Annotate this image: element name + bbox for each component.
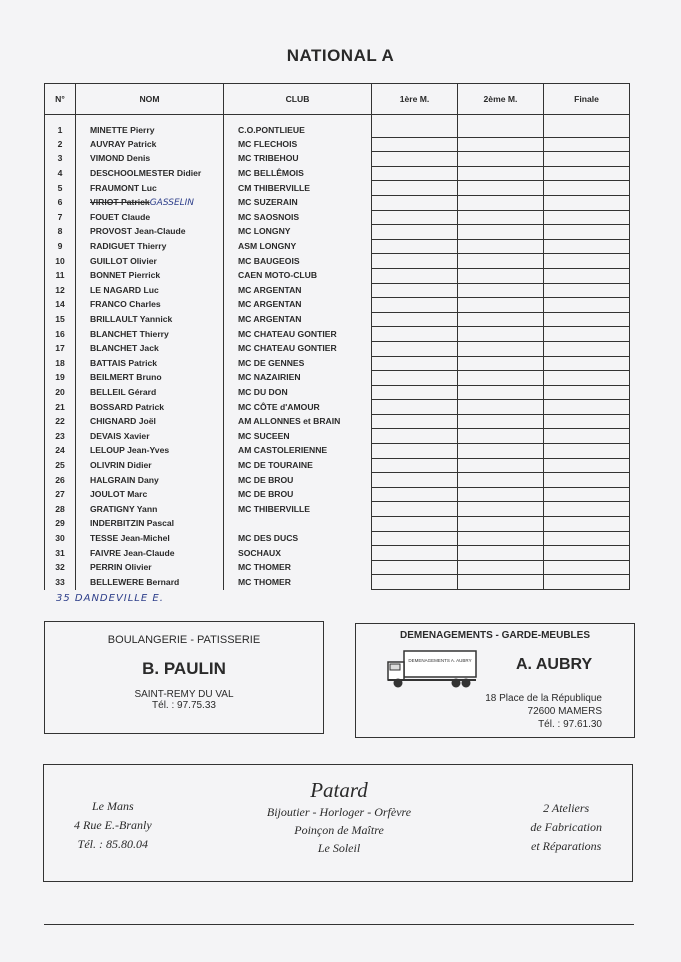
- cell-manche1: [372, 371, 458, 386]
- table-row: [45, 517, 630, 532]
- table-row: [45, 546, 630, 561]
- cell-finale: [544, 473, 630, 488]
- rider-name: DESCHOOLMESTER Didier: [90, 168, 202, 179]
- rider-name: GUILLOT Olivier: [90, 255, 157, 266]
- cell-finale: [544, 531, 630, 546]
- cell-club: MC CHATEAU GONTIER: [224, 341, 372, 356]
- cell-manche1: [372, 400, 458, 415]
- cell-nom: [76, 444, 224, 459]
- cell-finale: [544, 181, 630, 196]
- cell-manche2: [458, 487, 544, 502]
- ad-patard: [43, 764, 633, 882]
- cell-nom: [76, 531, 224, 546]
- cell-finale: [544, 312, 630, 327]
- cell-manche1: [372, 239, 458, 254]
- cell-manche2: [458, 152, 544, 167]
- cell-club: MC THOMER: [224, 575, 372, 590]
- cell-finale: [544, 341, 630, 356]
- cell-finale: [544, 152, 630, 167]
- cell-manche1: [372, 327, 458, 342]
- table-row: [45, 531, 630, 546]
- cell-no: 29: [45, 517, 76, 532]
- cell-nom: [76, 283, 224, 298]
- cell-club: ASM LONGNY: [224, 239, 372, 254]
- cell-nom: [76, 341, 224, 356]
- rider-name: BONNET Pierrick: [90, 270, 161, 281]
- cell-no: 21: [45, 400, 76, 415]
- cell-club: MC ARGENTAN: [224, 283, 372, 298]
- rider-name: CHIGNARD Joël: [90, 416, 156, 427]
- table-row: [45, 152, 630, 167]
- handwritten-entry: 35 DANDEVILLE E.: [56, 593, 164, 604]
- cell-no: 33: [45, 575, 76, 590]
- col-header-finale: Finale: [544, 84, 630, 115]
- cell-manche2: [458, 575, 544, 590]
- cell-manche2: [458, 327, 544, 342]
- table-row: [45, 254, 630, 269]
- cell-manche2: [458, 195, 544, 210]
- cell-finale: [544, 487, 630, 502]
- cell-no: 7: [45, 210, 76, 225]
- cell-manche1: [372, 298, 458, 313]
- cell-finale: [544, 371, 630, 386]
- cell-manche2: [458, 502, 544, 517]
- cell-finale: [544, 546, 630, 561]
- ad-aubry-address: [485, 692, 602, 731]
- rider-name: LE NAGARD Luc: [90, 284, 159, 295]
- cell-nom: [76, 429, 224, 444]
- cell-manche1: [372, 385, 458, 400]
- cell-club: MC DU DON: [224, 385, 372, 400]
- cell-finale: [544, 268, 630, 283]
- cell-no: 23: [45, 429, 76, 444]
- cell-finale: [544, 239, 630, 254]
- cell-finale: [544, 575, 630, 590]
- cell-club: MC DE BROU: [224, 487, 372, 502]
- cell-club: AM ALLONNES et BRAIN: [224, 414, 372, 429]
- cell-club: MC BAUGEOIS: [224, 254, 372, 269]
- cell-no: 17: [45, 341, 76, 356]
- cell-finale: [544, 166, 630, 181]
- cell-nom: [76, 312, 224, 327]
- rider-name: GRATIGNY Yann: [90, 503, 158, 514]
- handwritten-correction: GASSELIN: [149, 197, 195, 208]
- cell-manche1: [372, 473, 458, 488]
- cell-club: MC DE TOURAINE: [224, 458, 372, 473]
- cell-club: MC SUZERAIN: [224, 195, 372, 210]
- rider-name: INDERBITZIN Pascal: [90, 518, 175, 529]
- table-row: [45, 195, 630, 210]
- cell-nom: [76, 546, 224, 561]
- cell-no: 19: [45, 371, 76, 386]
- ad-aubry-addr2: 72600 MAMERS: [527, 706, 602, 717]
- cell-no: 10: [45, 254, 76, 269]
- cell-no: 27: [45, 487, 76, 502]
- cell-manche1: [372, 341, 458, 356]
- col-header-no: N°: [45, 84, 76, 115]
- rider-name: JOULOT Marc: [90, 489, 148, 500]
- cell-manche1: [372, 312, 458, 327]
- cell-manche1: [372, 254, 458, 269]
- cell-club: SOCHAUX: [224, 546, 372, 561]
- cell-club: MC THIBERVILLE: [224, 502, 372, 517]
- table-row: [45, 225, 630, 240]
- table-row: [45, 371, 630, 386]
- cell-manche2: [458, 444, 544, 459]
- cell-manche1: [372, 181, 458, 196]
- cell-no: 20: [45, 385, 76, 400]
- cell-club: MC CHATEAU GONTIER: [224, 327, 372, 342]
- table-row: [45, 502, 630, 517]
- cell-manche2: [458, 458, 544, 473]
- rider-name: LELOUP Jean-Yves: [90, 445, 170, 456]
- ad-patard-street: 4 Rue E.-Branly: [74, 818, 152, 832]
- cell-manche2: [458, 181, 544, 196]
- cell-club: MC ARGENTAN: [224, 298, 372, 313]
- ad-aubry-name: A. AUBRY: [516, 656, 593, 673]
- cell-nom: [76, 385, 224, 400]
- cell-finale: [544, 195, 630, 210]
- ad-paulin-city: SAINT-REMY DU VAL: [134, 689, 234, 700]
- rider-name: RADIGUET Thierry: [90, 241, 167, 252]
- cell-finale: [544, 254, 630, 269]
- results-table: [44, 83, 630, 590]
- cell-manche2: [458, 531, 544, 546]
- ad-aubry-addr1: 18 Place de la République: [485, 693, 602, 704]
- rider-name: BRILLAULT Yannick: [90, 314, 173, 325]
- cell-nom: [76, 166, 224, 181]
- table-row: [45, 444, 630, 459]
- table-row: [45, 473, 630, 488]
- table-row: [45, 312, 630, 327]
- cell-manche1: [372, 210, 458, 225]
- cell-manche1: [372, 458, 458, 473]
- cell-manche1: [372, 137, 458, 152]
- table-row: [45, 575, 630, 590]
- cell-club: MC THOMER: [224, 560, 372, 575]
- col-header-manche2: 2ème M.: [458, 84, 544, 115]
- cell-finale: [544, 137, 630, 152]
- cell-no: 15: [45, 312, 76, 327]
- rider-name: BELLEIL Gérard: [90, 386, 157, 397]
- cell-nom: [76, 473, 224, 488]
- cell-manche2: [458, 210, 544, 225]
- table-row: [45, 414, 630, 429]
- ad-patard-trade: Bijoutier - Horloger - Orfèvre: [266, 805, 412, 819]
- cell-club: MC DE GENNES: [224, 356, 372, 371]
- table-row: [45, 210, 630, 225]
- cell-nom: [76, 137, 224, 152]
- cell-club: MC FLECHOIS: [224, 137, 372, 152]
- col-header-club: CLUB: [224, 84, 372, 115]
- cell-no: 4: [45, 166, 76, 181]
- ad-patard-hallmark: Poinçon de Maître: [294, 823, 384, 837]
- table-header-row: [45, 84, 630, 115]
- cell-manche2: [458, 546, 544, 561]
- cell-manche1: [372, 152, 458, 167]
- table-row: [45, 283, 630, 298]
- cell-nom: [76, 400, 224, 415]
- cell-nom: [76, 239, 224, 254]
- cell-club: C.O.PONTLIEUE: [224, 123, 372, 137]
- cell-club: MC NAZAIRIEN: [224, 371, 372, 386]
- cell-finale: [544, 123, 630, 137]
- cell-finale: [544, 458, 630, 473]
- cell-club: MC DE BROU: [224, 473, 372, 488]
- table-row: [45, 487, 630, 502]
- cell-club: MC SUCEEN: [224, 429, 372, 444]
- cell-manche2: [458, 137, 544, 152]
- cell-manche2: [458, 473, 544, 488]
- table-row: [45, 181, 630, 196]
- cell-finale: [544, 414, 630, 429]
- cell-nom: [76, 502, 224, 517]
- rider-name: BOSSARD Patrick: [90, 401, 165, 412]
- cell-manche2: [458, 312, 544, 327]
- cell-nom: [76, 195, 224, 210]
- table-row: [45, 166, 630, 181]
- table-body: [45, 115, 630, 590]
- cell-manche2: [458, 225, 544, 240]
- table-spacer-row: [45, 115, 630, 124]
- cell-club: MC BELLÊMOIS: [224, 166, 372, 181]
- cell-club: MC DES DUCS: [224, 531, 372, 546]
- cell-no: 24: [45, 444, 76, 459]
- rider-name: DEVAIS Xavier: [90, 430, 150, 441]
- truck-lettering: DEMENAGEMENTS A. AUBRY: [408, 658, 472, 663]
- cell-no: 1: [45, 123, 76, 137]
- table-row: [45, 341, 630, 356]
- table-row: [45, 356, 630, 371]
- cell-no: 6: [45, 195, 76, 210]
- cell-manche1: [372, 356, 458, 371]
- ad-aubry-tel: Tél. : 97.61.30: [538, 719, 602, 730]
- rider-name: BELLEWERE Bernard: [90, 576, 180, 587]
- rider-name: BATTAIS Patrick: [90, 357, 158, 368]
- cell-nom: [76, 181, 224, 196]
- cell-nom: [76, 268, 224, 283]
- cell-nom: [76, 123, 224, 137]
- cell-manche2: [458, 385, 544, 400]
- rider-name: TESSE Jean-Michel: [90, 532, 170, 543]
- cell-manche1: [372, 268, 458, 283]
- cell-finale: [544, 444, 630, 459]
- ad-paulin-name: B. PAULIN: [142, 659, 226, 678]
- table-row: [45, 429, 630, 444]
- cell-finale: [544, 225, 630, 240]
- cell-finale: [544, 502, 630, 517]
- cell-no: 3: [45, 152, 76, 167]
- ad-patard-city: Le Mans: [91, 799, 134, 813]
- cell-finale: [544, 210, 630, 225]
- cell-nom: [76, 575, 224, 590]
- col-header-nom: NOM: [76, 84, 224, 115]
- cell-club: CM THIBERVILLE: [224, 181, 372, 196]
- cell-no: 12: [45, 283, 76, 298]
- cell-club: MC CÔTE d'AMOUR: [224, 400, 372, 415]
- ad-patard-repairs: et Réparations: [531, 839, 602, 853]
- rider-name: VIMOND Denis: [90, 153, 151, 164]
- cell-nom: [76, 414, 224, 429]
- table-row: [45, 327, 630, 342]
- cell-no: 16: [45, 327, 76, 342]
- cell-finale: [544, 385, 630, 400]
- cell-manche2: [458, 356, 544, 371]
- cell-nom: [76, 560, 224, 575]
- cell-no: 14: [45, 298, 76, 313]
- ad-paulin-tel: Tél. : 97.75.33: [152, 700, 216, 711]
- cell-no: 8: [45, 225, 76, 240]
- cell-manche2: [458, 283, 544, 298]
- cell-finale: [544, 429, 630, 444]
- cell-nom: [76, 517, 224, 532]
- cell-club: MC SAOSNOIS: [224, 210, 372, 225]
- table-row: [45, 268, 630, 283]
- cell-manche2: [458, 400, 544, 415]
- rider-name: BEILMERT Bruno: [90, 372, 162, 383]
- cell-nom: [76, 458, 224, 473]
- bottom-rule: [44, 924, 634, 925]
- cell-no: 32: [45, 560, 76, 575]
- ad-patard-brand: Le Soleil: [317, 841, 361, 855]
- cell-manche2: [458, 268, 544, 283]
- cell-club: MC TRIBEHOU: [224, 152, 372, 167]
- cell-no: 30: [45, 531, 76, 546]
- cell-nom: [76, 487, 224, 502]
- ad-patard-ateliers: 2 Ateliers: [543, 801, 590, 815]
- table-row: [45, 560, 630, 575]
- cell-finale: [544, 400, 630, 415]
- rider-name: PERRIN Olivier: [90, 562, 152, 573]
- cell-no: 5: [45, 181, 76, 196]
- table-row: [45, 239, 630, 254]
- cell-manche2: [458, 414, 544, 429]
- cell-manche1: [372, 166, 458, 181]
- cell-manche2: [458, 123, 544, 137]
- cell-finale: [544, 327, 630, 342]
- cell-manche1: [372, 414, 458, 429]
- cell-manche1: [372, 195, 458, 210]
- rider-name: VIRIOT Patrick: [90, 196, 150, 207]
- rider-name: MINETTE Pierry: [90, 124, 155, 135]
- cell-no: 2: [45, 137, 76, 152]
- cell-manche2: [458, 341, 544, 356]
- cell-manche2: [458, 560, 544, 575]
- cell-nom: [76, 298, 224, 313]
- cell-manche1: [372, 429, 458, 444]
- cell-manche2: [458, 298, 544, 313]
- cell-no: 25: [45, 458, 76, 473]
- cell-club: AM CASTOLERIENNE: [224, 444, 372, 459]
- ad-aubry: [355, 623, 635, 738]
- cell-finale: [544, 560, 630, 575]
- ad-patard-fabrication: de Fabrication: [530, 820, 602, 834]
- table-row: [45, 137, 630, 152]
- cell-no: 18: [45, 356, 76, 371]
- cell-manche1: [372, 531, 458, 546]
- page-title: NATIONAL A: [286, 46, 395, 65]
- rider-name: PROVOST Jean-Claude: [90, 226, 186, 237]
- cell-nom: [76, 152, 224, 167]
- cell-manche2: [458, 166, 544, 181]
- cell-manche1: [372, 487, 458, 502]
- cell-no: 31: [45, 546, 76, 561]
- cell-club: MC LONGNY: [224, 225, 372, 240]
- rider-name: FAIVRE Jean-Claude: [90, 547, 175, 558]
- ad-patard-center: [224, 777, 454, 857]
- table-row: [45, 400, 630, 415]
- cell-finale: [544, 298, 630, 313]
- cell-manche2: [458, 517, 544, 532]
- ad-patard-name: Patard: [310, 778, 368, 802]
- rider-name: HALGRAIN Dany: [90, 474, 159, 485]
- cell-club: CAEN MOTO-CLUB: [224, 268, 372, 283]
- table-row: [45, 385, 630, 400]
- cell-no: 26: [45, 473, 76, 488]
- rider-name: FOUET Claude: [90, 211, 151, 222]
- rider-name: FRANCO Charles: [90, 299, 161, 310]
- table-row: [45, 298, 630, 313]
- cell-nom: [76, 254, 224, 269]
- cell-no: 11: [45, 268, 76, 283]
- table-row: [45, 123, 630, 137]
- cell-finale: [544, 356, 630, 371]
- rider-name: BLANCHET Thierry: [90, 328, 169, 339]
- cell-club: [224, 517, 372, 532]
- rider-name: BLANCHET Jack: [90, 343, 159, 354]
- cell-no: 9: [45, 239, 76, 254]
- cell-manche1: [372, 225, 458, 240]
- rider-name: AUVRAY Patrick: [90, 138, 157, 149]
- cell-nom: [76, 356, 224, 371]
- cell-manche1: [372, 123, 458, 137]
- ad-paulin-trade: BOULANGERIE - PATISSERIE: [107, 634, 261, 646]
- cell-manche1: [372, 444, 458, 459]
- ad-paulin: [44, 621, 324, 734]
- cell-manche2: [458, 239, 544, 254]
- ad-aubry-header: DEMENAGEMENTS - GARDE-MEUBLES: [399, 630, 590, 641]
- cell-manche1: [372, 575, 458, 590]
- rider-name: OLIVRIN Didier: [90, 459, 152, 470]
- cell-manche2: [458, 371, 544, 386]
- cell-manche1: [372, 283, 458, 298]
- cell-nom: [76, 371, 224, 386]
- cell-finale: [544, 283, 630, 298]
- cell-manche2: [458, 429, 544, 444]
- ad-patard-left: [74, 797, 152, 854]
- cell-finale: [544, 517, 630, 532]
- cell-manche1: [372, 502, 458, 517]
- cell-nom: [76, 210, 224, 225]
- cell-manche1: [372, 560, 458, 575]
- ad-patard-right: [530, 799, 602, 856]
- cell-no: 28: [45, 502, 76, 517]
- table-row: [45, 458, 630, 473]
- cell-nom: [76, 327, 224, 342]
- cell-manche1: [372, 517, 458, 532]
- truck-icon: [386, 648, 478, 690]
- cell-club: MC ARGENTAN: [224, 312, 372, 327]
- rider-name: FRAUMONT Luc: [90, 182, 157, 193]
- cell-manche1: [372, 546, 458, 561]
- col-header-manche1: 1ère M.: [372, 84, 458, 115]
- ad-patard-tel: Tél. : 85.80.04: [77, 837, 148, 851]
- cell-manche2: [458, 254, 544, 269]
- cell-nom: [76, 225, 224, 240]
- cell-no: 22: [45, 414, 76, 429]
